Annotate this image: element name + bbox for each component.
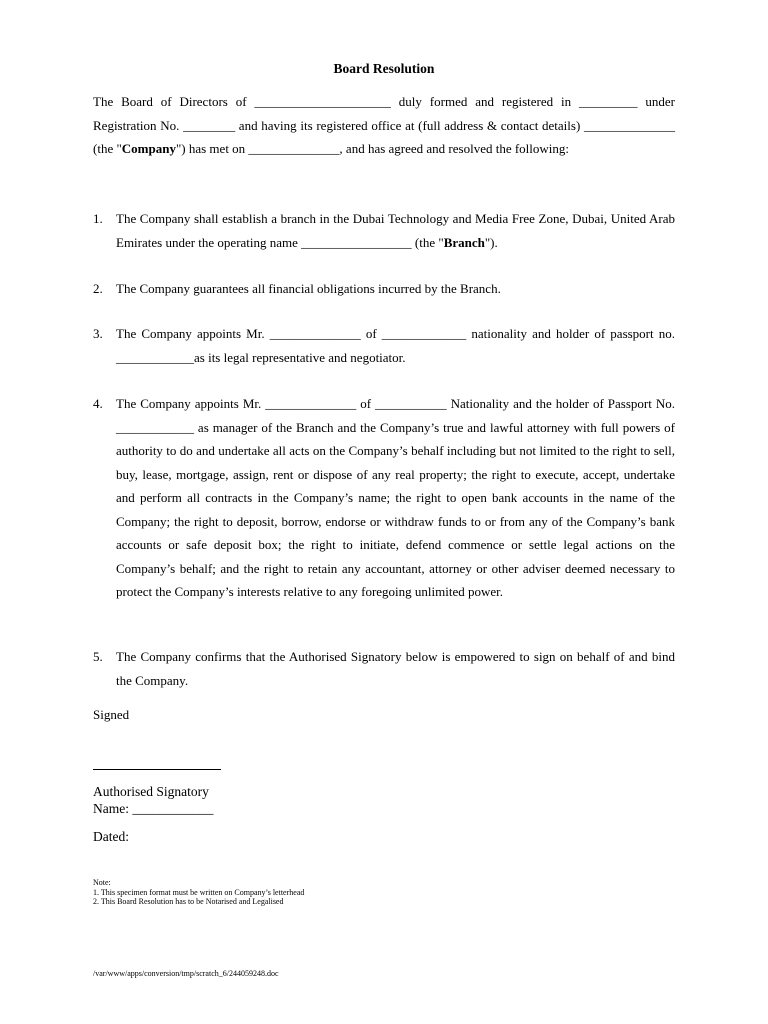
resolution-item-1 xyxy=(93,207,675,254)
signatory-label: Authorised Signatory xyxy=(93,784,209,799)
notes-heading: Note: xyxy=(93,878,111,887)
notes-section xyxy=(93,878,304,907)
item-branch-term: Branch xyxy=(443,234,485,250)
item-text-main: The Company shall establish a branch in the Dubai Technology and Media Free Zone, Dubai, United Arab Emirates under the operating name _________________ (the " xyxy=(116,211,675,250)
signature-line xyxy=(93,769,221,770)
item-number: 1. xyxy=(93,211,103,226)
item-number: 3. xyxy=(93,326,103,341)
resolution-item-4 xyxy=(93,392,675,604)
note-line: 1. This specimen format must be written on Company’s letterhead xyxy=(93,887,305,897)
signatory-block xyxy=(93,783,213,817)
item-text: The Company appoints Mr. ______________ of _____________ nationality and holder of passport no. ____________as its legal representative and negotiator. xyxy=(116,326,675,365)
footer-file-path: /var/www/apps/conversion/tmp/scratch_6/244059248.doc xyxy=(93,969,279,978)
dated-label: Dated: xyxy=(93,829,129,844)
name-field: Name: ____________ xyxy=(93,801,214,816)
document-title: Board Resolution xyxy=(333,61,435,76)
resolution-item-5 xyxy=(93,645,675,692)
intro-company-term: Company xyxy=(121,141,176,156)
intro-paragraph xyxy=(93,90,675,161)
intro-text-end: ") has met on ______________, and has agreed and resolved the following: xyxy=(175,141,570,156)
resolution-item-3 xyxy=(93,322,675,369)
item-number: 5. xyxy=(93,649,103,664)
note-line: 2. This Board Resolution has to be Notarised and Legalised xyxy=(93,897,284,906)
item-text: The Company confirms that the Authorised Signatory below is empowered to sign on behalf of and bind the Company. xyxy=(116,649,675,688)
item-text xyxy=(116,207,675,254)
item-text-end: "). xyxy=(484,234,498,250)
item-number: 4. xyxy=(93,396,103,411)
signed-label: Signed xyxy=(93,707,130,722)
item-text: The Company guarantees all financial obligations incurred by the Branch. xyxy=(116,281,501,296)
item-text: The Company appoints Mr. ______________ of ___________ Nationality and the holder of Passport No. ____________ as manager of the Branch and the Company’s true and lawful attorney with full powers of authority to do and undertake all acts on the Company’s behalf including but not limited to the right to sell, buy, lease, mortgage, assign, rent or dispose of any real property; the right to execute, accept, undertake and perform all contracts in the Company’s name; the right to open bank accounts in the name of the Company; the right to deposit, borrow, endorse or withdraw funds to or from any of the Company’s bank accounts or safe deposit box; the right to initiate, defend commence or settle legal actions on the Company’s behalf; and the right to retain any accountant, attorney or other adviser deemed necessary to protect the Company’s interests relative to any foregoing unlimited power. xyxy=(116,396,675,599)
intro-text: The Board of Directors of _____________________ duly formed and registered in _________ under Registration No. ________ and having its registered office at (full address & contact details) ______________ (the " xyxy=(93,94,675,156)
resolution-item-2 xyxy=(93,277,675,301)
item-number: 2. xyxy=(93,281,103,296)
